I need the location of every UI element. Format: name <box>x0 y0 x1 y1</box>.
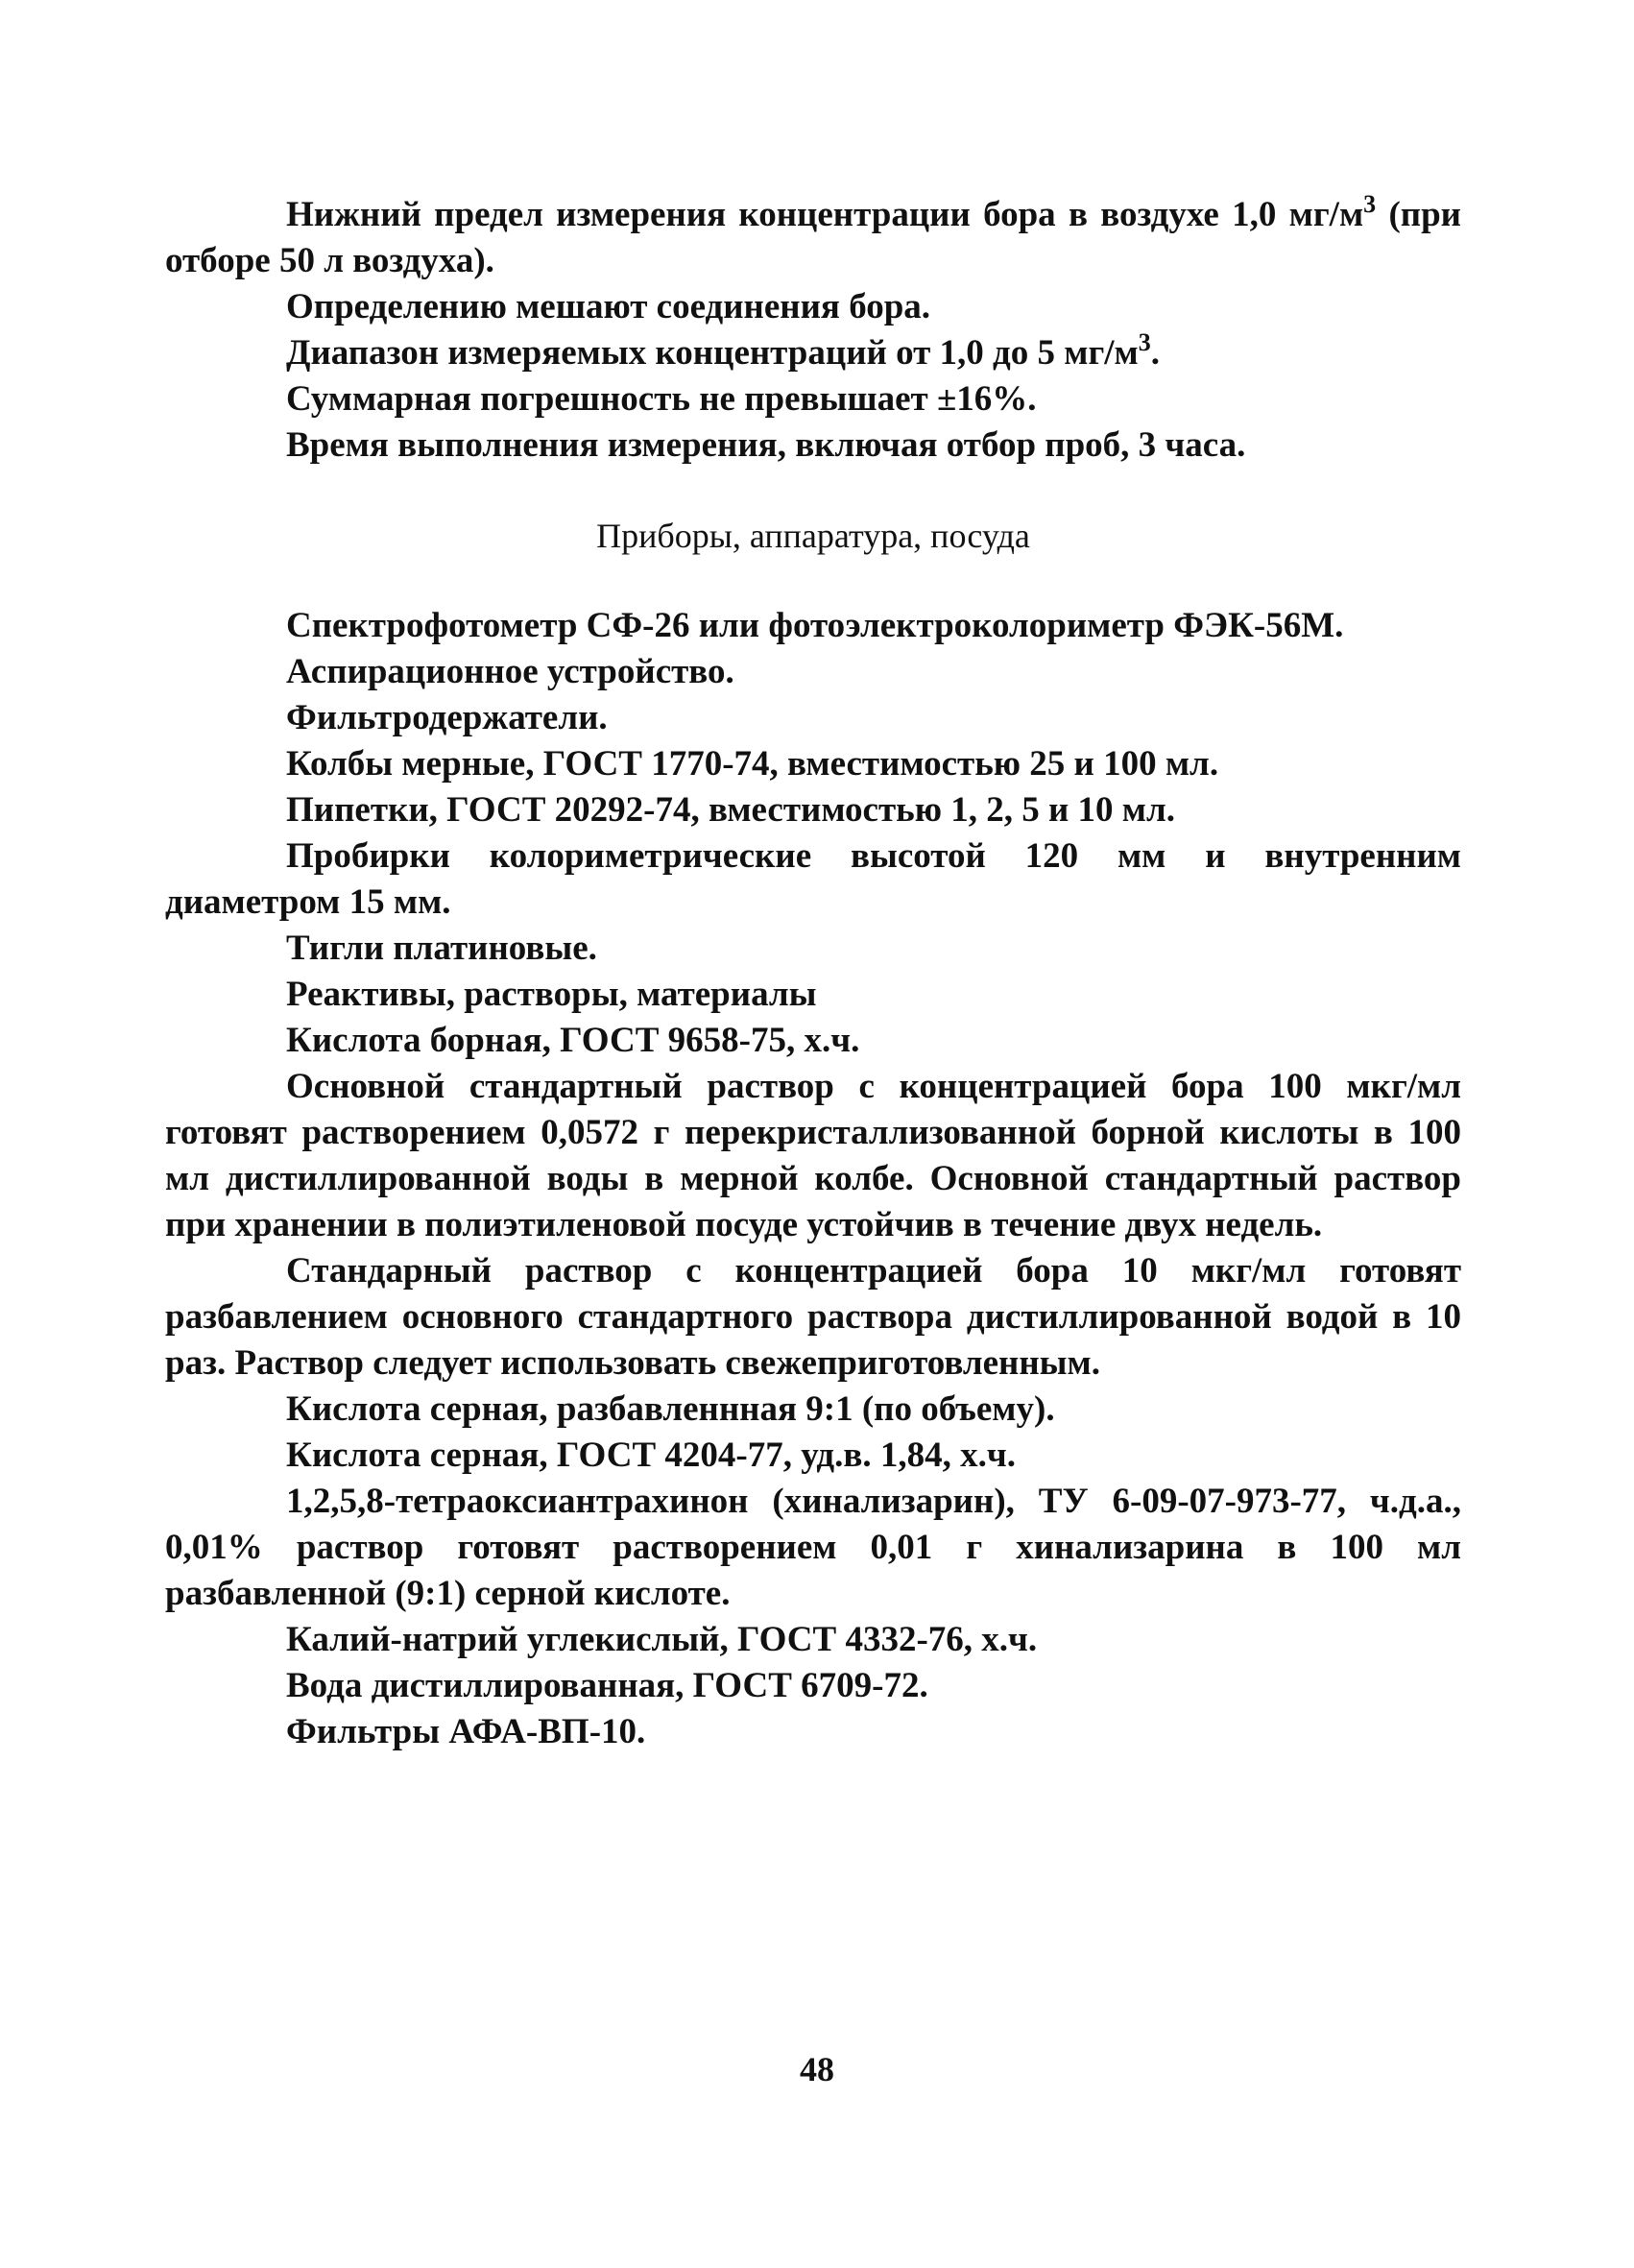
equipment-item: Пипетки, ГОСТ 20292-74, вместимостью 1, 2, 5 и 10 мл. <box>286 790 1175 830</box>
equipment-item: Фильтродержатели. <box>286 698 608 737</box>
equipment-item: Спектрофотометр СФ-26 или фотоэлектроколориметр ФЭК-56М. <box>286 606 1344 645</box>
paragraph-duration: Время выполнения измерения, включая отбор проб, 3 часа. <box>286 425 1246 465</box>
reagent-item: Кислота борная, ГОСТ 9658-75, х.ч. <box>286 1021 860 1060</box>
lower-limit-text: Нижний предел измерения концентрации бора в воздухе 1,0 мг/м <box>286 195 1364 234</box>
paragraph-error: Суммарная погрешность не превышает ±16%. <box>286 379 1037 419</box>
paragraph-lower-limit <box>165 192 1461 284</box>
reagent-item: 1,2,5,8-тетраоксиантрахинон (хинализарин), ТУ 6-09-07-973-77, ч.д.а., 0,01% раствор готовят растворением 0,01 г хинализарина в 100 мл разбавленной (9:1) серной кислоте. <box>165 1482 1461 1613</box>
range-tail: . <box>1150 333 1160 373</box>
reagent-item: Вода дистиллированная, ГОСТ 6709-72. <box>286 1666 928 1705</box>
reagent-item: Основной стандартный раствор с концентрацией бора 100 мкг/мл готовят растворением 0,0572 г перекристаллизованной борной кислоты в 100 мл дистиллированной воды в мерной колбе. Основной стандартный раствор при хранении в полиэтиленовой посуде устойчив в течение двух недель. <box>165 1067 1461 1244</box>
reagent-item: Кислота серная, ГОСТ 4204-77, уд.в. 1,84, х.ч. <box>286 1436 1016 1475</box>
superscript: 3 <box>1138 328 1151 356</box>
equipment-item: Пробирки колориметрические высотой 120 мм и внутренним диаметром 15 мм. <box>165 836 1461 922</box>
reagent-item: Стандарный раствор с концентрацией бора 10 мкг/мл готовят разбавлением основного стандартного раствора дистиллированной водой в 10 раз. Раствор следует использовать свежеприготовленным. <box>165 1251 1461 1383</box>
section-heading: Приборы, аппаратура, посуда <box>596 517 1030 555</box>
equipment-item: Колбы мерные, ГОСТ 1770-74, вместимостью 25 и 100 мл. <box>286 744 1219 784</box>
paragraph-interference: Определению мешают соединения бора. <box>286 287 931 326</box>
lower-limit-tail: (при отборе 50 л воздуха). <box>165 195 1461 280</box>
equipment-item: Тигли платиновые. <box>286 929 597 968</box>
paragraph-range <box>165 330 1461 376</box>
page-number: 48 <box>800 2050 834 2088</box>
superscript: 3 <box>1363 190 1377 218</box>
equipment-item: Аспирационное устройство. <box>286 652 734 691</box>
document-body <box>165 192 1461 1755</box>
range-text: Диапазон измеряемых концентраций от 1,0 до 5 мг/м <box>286 333 1139 373</box>
subheading-reagents: Реактивы, растворы, материалы <box>286 975 817 1014</box>
reagent-item: Калий-натрий углекислый, ГОСТ 4332-76, х.ч. <box>286 1620 1038 1659</box>
reagent-item: Фильтры АФА-ВП-10. <box>286 1712 646 1751</box>
reagent-item: Кислота серная, разбавленнная 9:1 (по объему). <box>286 1389 1055 1429</box>
